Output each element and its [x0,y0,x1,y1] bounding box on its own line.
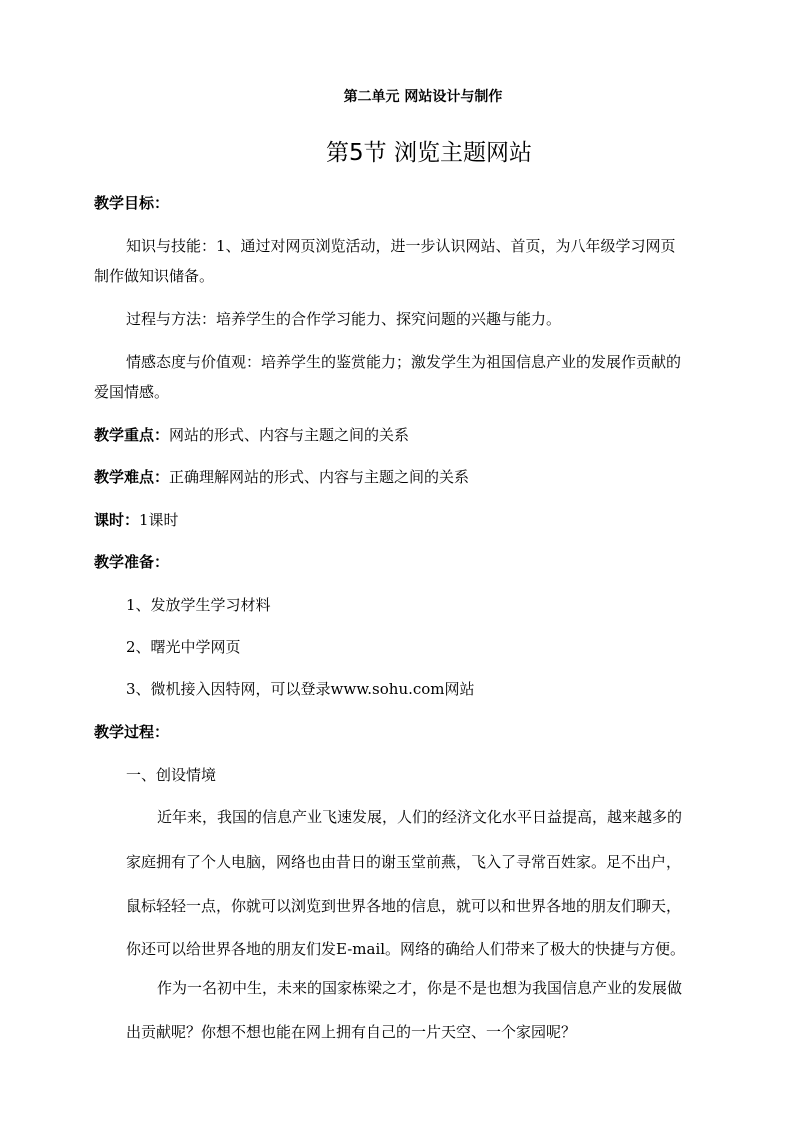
process-subheading: 一、创设情境 [126,766,217,784]
preparation-heading: 教学准备： [94,553,170,571]
key-point-label: 教学重点： [94,426,170,444]
duration [94,510,179,530]
objectives-heading: 教学目标： [94,194,170,212]
paragraph-line: 作为一名初中生，未来的国家栋梁之才，你是不是也想为我国信息产业的发展做 [157,979,683,997]
paragraph-line: 鼠标轻轻一点，你就可以浏览到世界各地的信息，就可以和世界各地的朋友们聊天， [126,897,682,915]
objective-emotion-line2: 爱国情感。 [94,383,170,401]
preparation-item: 2、曙光中学网页 [126,638,241,656]
lesson-title: 第5节 浏览主题网站 [326,140,532,166]
objective-knowledge-line2: 制作做知识储备。 [94,267,215,285]
difficulty-label: 教学难点： [94,468,170,486]
objective-knowledge-line1: 知识与技能：1、通过对网页浏览活动，进一步认识网站、首页，为八年级学习网页 [126,237,676,255]
key-point [94,425,409,445]
process-heading: 教学过程： [94,723,170,741]
objective-process: 过程与方法：培养学生的合作学习能力、探究问题的兴趣与能力。 [126,310,562,328]
paragraph-line: 出贡献呢？你想不想也能在网上拥有自己的一片天空、一个家园呢？ [126,1023,577,1041]
preparation-item: 1、发放学生学习材料 [126,596,271,614]
key-point-text: 网站的形式、内容与主题之间的关系 [169,426,410,444]
duration-text: 1课时 [139,511,179,529]
unit-title: 第二单元 网站设计与制作 [343,89,503,105]
preparation-item: 3、微机接入因特网，可以登录www.sohu.com网站 [126,680,475,698]
duration-label: 课时： [94,511,140,529]
paragraph-line: 你还可以给世界各地的朋友们发E-mail。网络的确给人们带来了极大的快捷与方便。 [126,940,686,958]
difficulty [94,467,469,487]
paragraph-line: 家庭拥有了个人电脑，网络也由昔日的谢玉堂前燕，飞入了寻常百姓家。足不出户， [126,853,682,871]
paragraph-line: 近年来，我国的信息产业飞速发展，人们的经济文化水平日益提高，越来越多的 [157,808,683,826]
difficulty-text: 正确理解网站的形式、内容与主题之间的关系 [169,468,470,486]
objective-emotion-line1: 情感态度与价值观：培养学生的鉴赏能力；激发学生为祖国信息产业的发展作贡献的 [126,353,682,371]
